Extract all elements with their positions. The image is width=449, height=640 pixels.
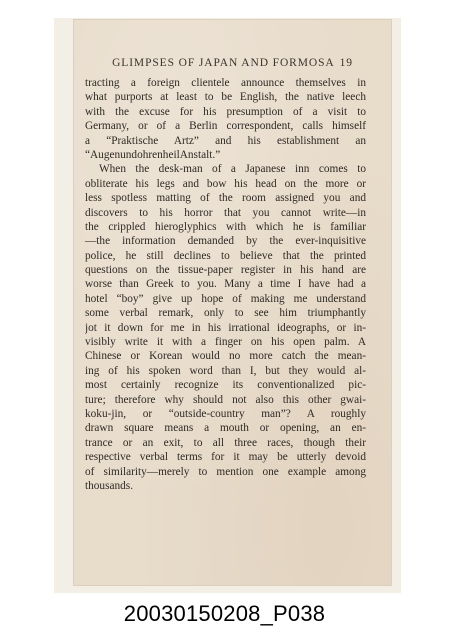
running-head-title: GLIMPSES OF JAPAN AND FORMOSA bbox=[112, 57, 335, 69]
text-line: respective verbal terms for it may be utterly devoid bbox=[85, 451, 366, 464]
text-line: a “Praktische Artz” and his establishment an bbox=[85, 134, 366, 147]
text-line: most certainly recognize its conventionalized pic- bbox=[85, 379, 366, 392]
text-line: worse than Greek to you. Many a time I have had a bbox=[85, 278, 366, 291]
text-line: When the desk-man of a Japanese inn comes to bbox=[99, 163, 366, 176]
running-head bbox=[74, 57, 391, 69]
text-line: Germany, or of a Berlin correspondent, calls himself bbox=[85, 120, 366, 133]
paragraph-1 bbox=[85, 76, 366, 162]
text-line: with the excuse for his presumption of a visit to bbox=[85, 105, 366, 118]
text-line: of similarity—merely to mention one example among bbox=[85, 465, 366, 478]
text-line: hotel “boy” give up hope of making me understand bbox=[85, 292, 366, 305]
text-line: koku-jin, or “outside-country man”? A roughly bbox=[85, 407, 366, 420]
text-line: —the information demanded by the ever-inquisitive bbox=[85, 235, 366, 248]
text-line: ture; therefore why should not also this other gwai- bbox=[85, 393, 366, 406]
book-page bbox=[74, 20, 391, 585]
text-line: visibly write it with a finger on his open palm. A bbox=[85, 336, 366, 349]
text-line: tracting a foreign clientele announce themselves in bbox=[85, 77, 366, 89]
text-line: questions on the tissue-paper register in his hand are bbox=[85, 264, 366, 277]
text-line: obliterate his legs and bow his head on the more or bbox=[85, 177, 366, 190]
text-line: jot it down for me in his irrational ideographs, or in- bbox=[85, 321, 366, 334]
text-line: ing of his spoken word than I, but they would al- bbox=[85, 364, 366, 377]
text-line: some verbal remark, only to see him triumphantly bbox=[85, 307, 366, 320]
body-text bbox=[85, 76, 366, 493]
text-line: less spotless matting of the room assigned you and bbox=[85, 192, 366, 205]
text-line: Chinese or Korean would no more catch the mean- bbox=[85, 350, 366, 363]
paragraph-2 bbox=[85, 162, 366, 493]
text-line: police, he still declines to believe that the printed bbox=[85, 249, 366, 262]
text-line: what purports at least to be English, the native leech bbox=[85, 91, 366, 104]
scan-frame bbox=[54, 18, 401, 593]
text-line: thousands. bbox=[85, 479, 134, 492]
text-line: “AugenundohrenheilAnstalt.” bbox=[85, 148, 221, 161]
text-line: discovers to his horror that you cannot write—in bbox=[85, 206, 366, 219]
text-line: drawn square means a mouth or opening, an en- bbox=[85, 422, 366, 435]
page-number: 19 bbox=[339, 57, 353, 69]
text-line: trance or an exit, to all three races, though their bbox=[85, 436, 366, 449]
text-line: the crippled hieroglyphics with which he is familiar bbox=[85, 220, 366, 233]
image-caption: 20030150208_P038 bbox=[123, 601, 326, 626]
